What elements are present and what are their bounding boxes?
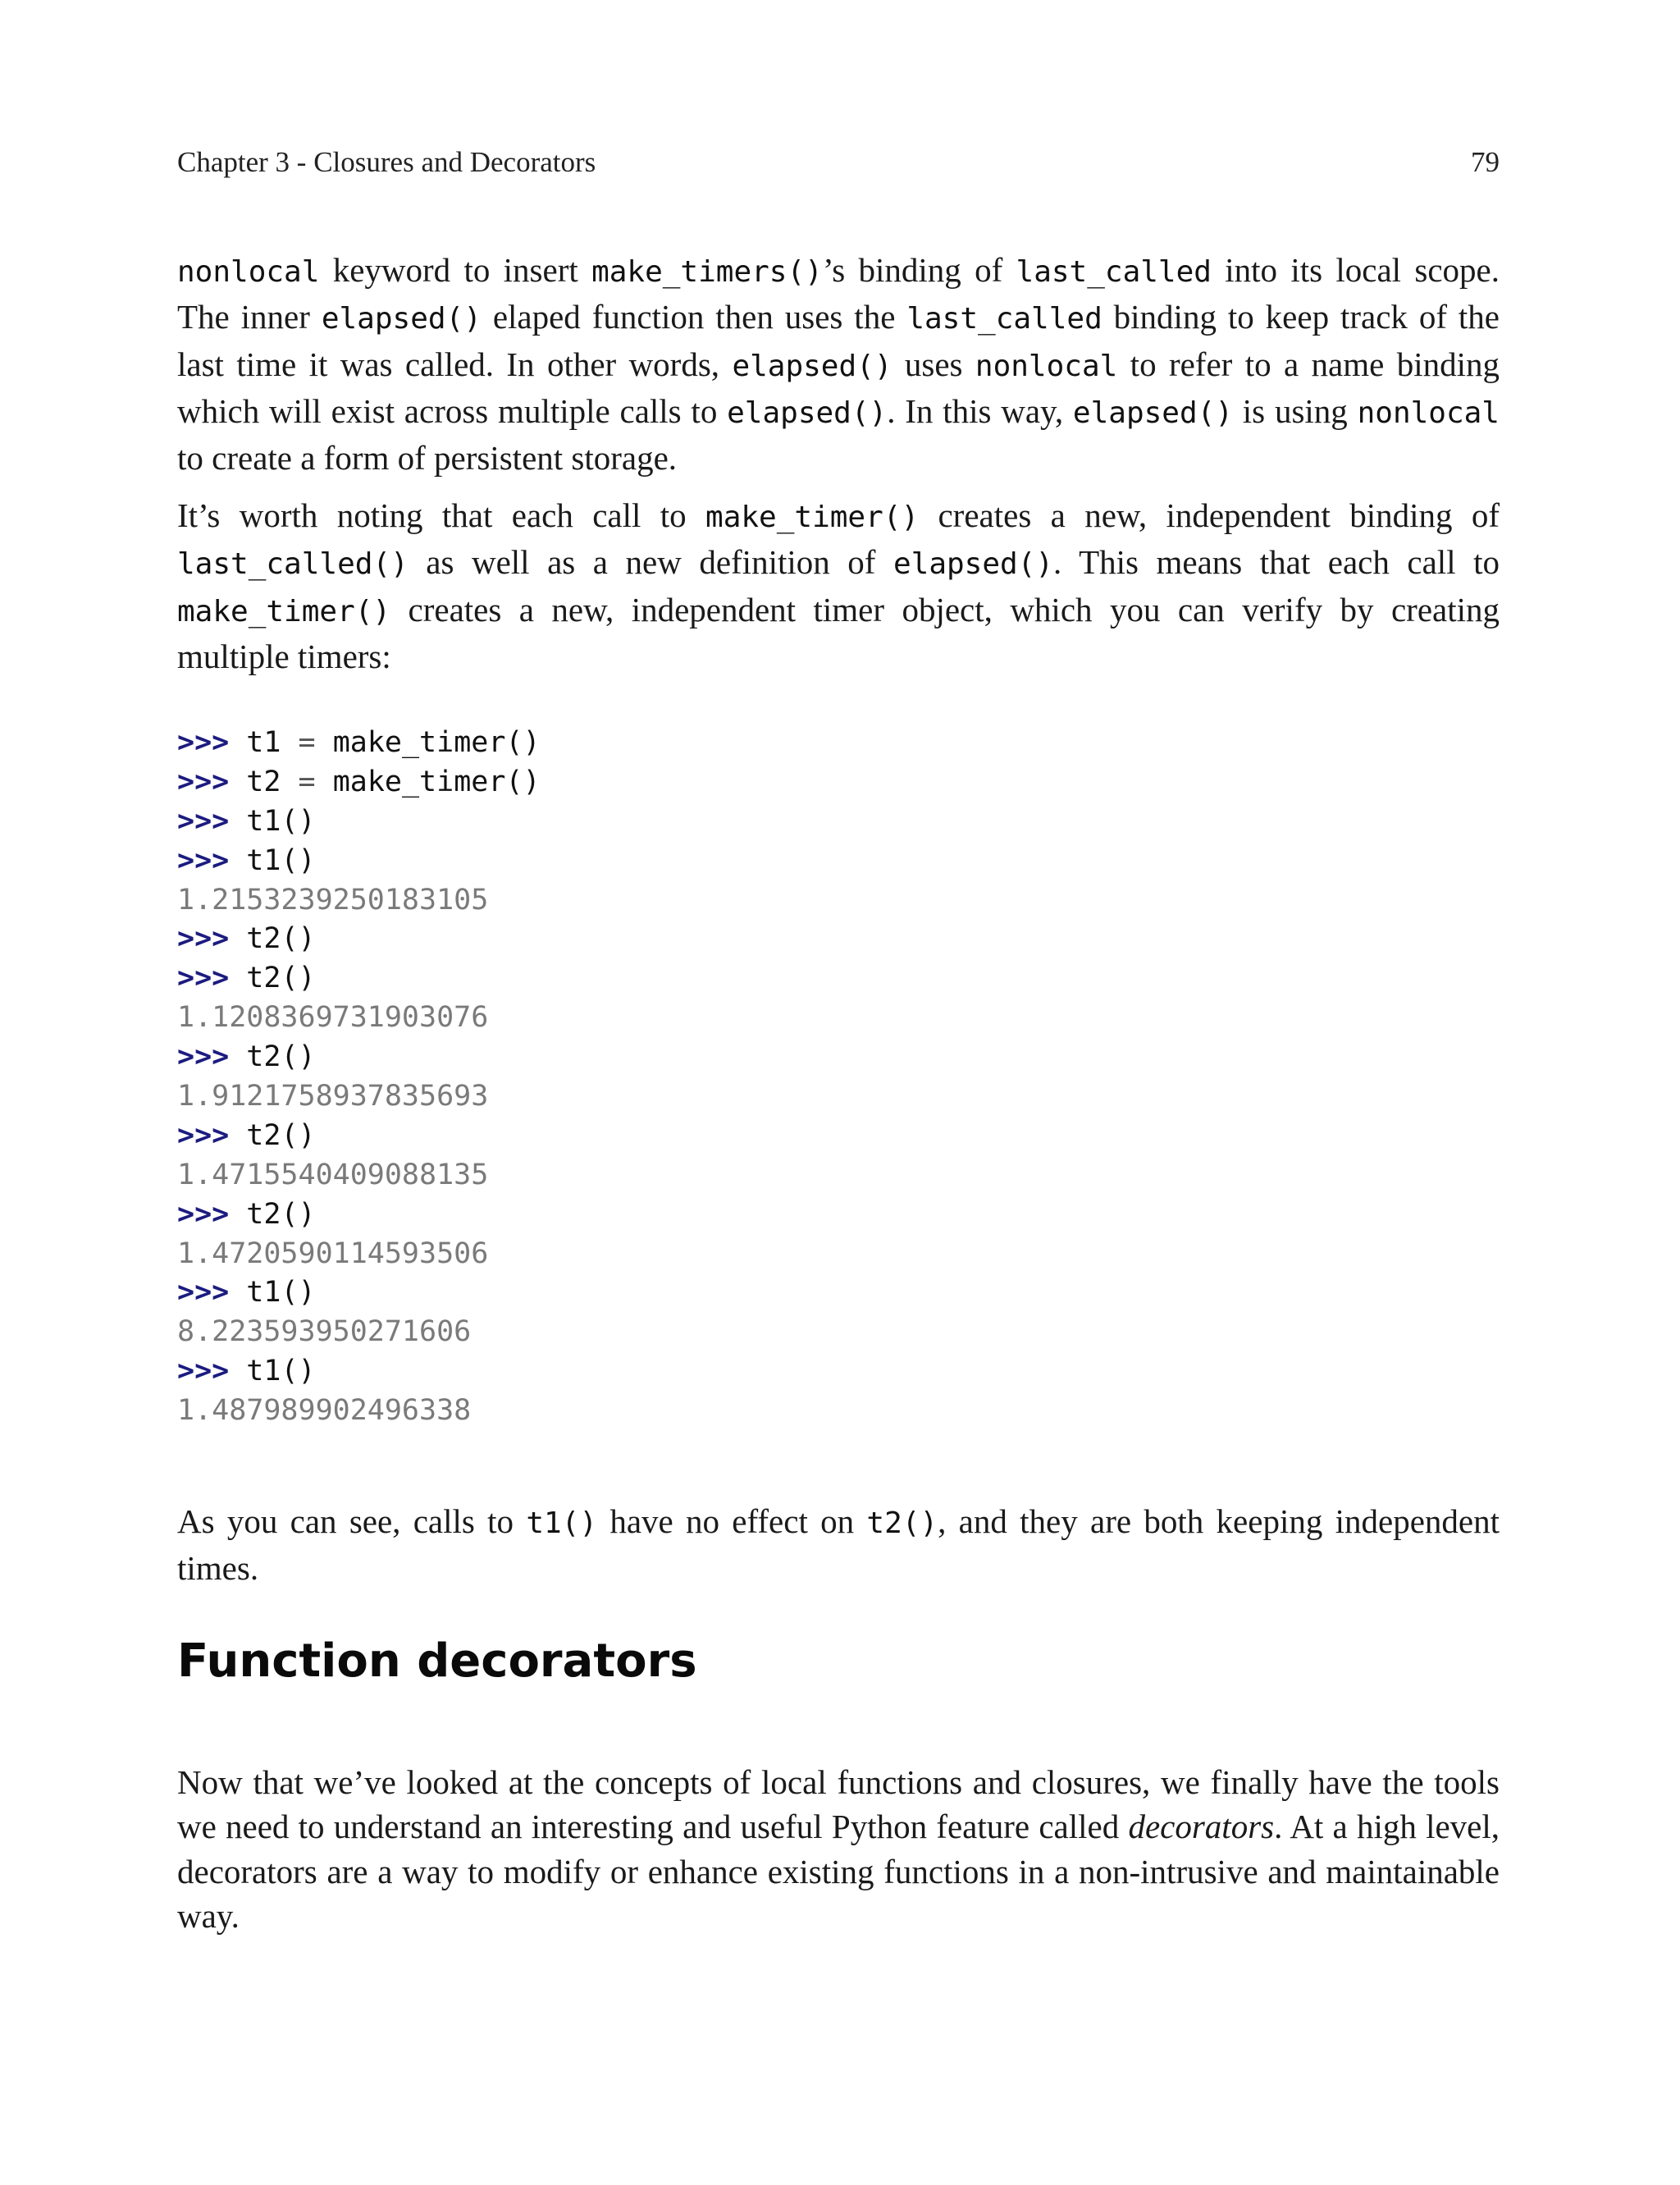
code-line: >>> t2() bbox=[177, 1197, 316, 1231]
code-line: >>> t2() bbox=[177, 1040, 316, 1074]
code-output: 1.1208369731903076 bbox=[177, 1001, 489, 1035]
inline-code: elapsed() bbox=[892, 547, 1054, 582]
paragraph-nonlocal-explanation: nonlocal keyword to insert make_timers()’s binding of last_called into its local scope. The inner elapsed() elaped function then uses the last_called binding to keep track of the last time it was called. In other words, elapsed() uses nonlocal to refer to a name binding which will exist across multiple calls to elapsed(). In this way, elapsed() is using nonlocal to create a form of persistent storage. bbox=[177, 251, 1500, 478]
repl-prompt: >>> bbox=[177, 1197, 230, 1231]
repl-prompt: >>> bbox=[177, 1355, 230, 1388]
repl-prompt: >>> bbox=[177, 1118, 230, 1152]
repl-prompt: >>> bbox=[177, 1040, 230, 1074]
code-line: >>> t2() bbox=[177, 962, 316, 995]
page-number: 79 bbox=[1471, 146, 1500, 178]
inline-code: nonlocal bbox=[177, 255, 320, 289]
code-line: >>> t2() bbox=[177, 922, 316, 956]
inline-code: make_timer() bbox=[705, 501, 920, 534]
inline-code: last_called bbox=[1016, 255, 1212, 289]
inline-code: t1() bbox=[526, 1506, 598, 1540]
inline-code: nonlocal bbox=[1357, 395, 1500, 430]
repl-prompt: >>> bbox=[177, 804, 230, 838]
inline-code: elapsed() bbox=[1072, 395, 1233, 430]
repl-prompt: >>> bbox=[177, 962, 230, 995]
code-example bbox=[177, 724, 541, 1431]
code-output: 1.9121758937835693 bbox=[177, 1080, 489, 1113]
inline-code: elapsed() bbox=[727, 395, 888, 430]
code-line: >>> t1 = make_timer() bbox=[177, 726, 541, 759]
code-line: >>> t1() bbox=[177, 843, 316, 877]
inline-code: last_called() bbox=[177, 547, 409, 582]
code-line: >>> t1() bbox=[177, 1276, 316, 1310]
repl-prompt: >>> bbox=[177, 922, 230, 956]
inline-code: elapsed() bbox=[321, 302, 482, 336]
repl-prompt: >>> bbox=[177, 726, 230, 759]
code-line: >>> t2() bbox=[177, 1118, 316, 1152]
code-line: >>> t1() bbox=[177, 804, 316, 838]
emphasis-term: decorators bbox=[1128, 1808, 1275, 1846]
code-output: 1.4720590114593506 bbox=[177, 1236, 489, 1270]
inline-code: nonlocal bbox=[975, 349, 1118, 383]
repl-prompt: >>> bbox=[177, 1276, 230, 1310]
repl-prompt: >>> bbox=[177, 843, 230, 877]
code-output: 1.4715540409088135 bbox=[177, 1158, 489, 1191]
inline-code: last_called bbox=[906, 302, 1102, 336]
paragraph-calls-independent: As you can see, calls to t1() have no effect on t2(), and they are both keeping independent times. bbox=[177, 1502, 1500, 1588]
code-output: 1.487989902496338 bbox=[177, 1394, 472, 1428]
code-line: >>> t2 = make_timer() bbox=[177, 765, 541, 798]
code-output: 1.2153239250183105 bbox=[177, 883, 489, 917]
repl-prompt: >>> bbox=[177, 765, 230, 798]
inline-code: make_timer() bbox=[177, 594, 391, 629]
code-line: >>> t1() bbox=[177, 1355, 316, 1388]
paragraph-independent-timers: It’s worth noting that each call to make_timer() creates a new, independent binding of last_called() as well as a new definition of elapsed(). This means that each call to make_timer() creates a new, independent timer object, which you can verify by creating multiple timers: bbox=[177, 496, 1500, 675]
section-heading: Function decorators bbox=[177, 1634, 697, 1688]
running-header bbox=[177, 146, 1500, 187]
chapter-title: Chapter 3 - Closures and Decorators bbox=[177, 146, 596, 178]
inline-code: make_timers() bbox=[591, 255, 823, 289]
inline-code: elapsed() bbox=[732, 349, 892, 383]
inline-code: t2() bbox=[866, 1506, 938, 1540]
code-output: 8.223593950271606 bbox=[177, 1315, 472, 1349]
paragraph-decorators-intro: Now that we’ve looked at the concepts of local functions and closures, we finally have the tools we need to understand an interesting and useful Python feature called decorators. At a high level, decorators are a way to modify or enhance existing functions in a non-intrusive and maintainable way. bbox=[177, 1763, 1500, 1935]
